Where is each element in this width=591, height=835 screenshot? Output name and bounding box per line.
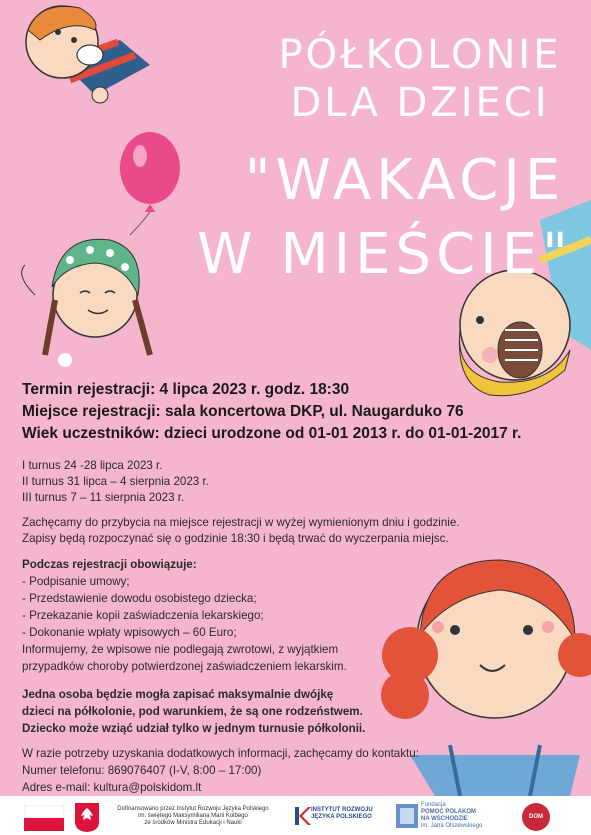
funding-line-3: ze środków Ministra Edukacji i Nauki [144, 820, 242, 826]
fundacja-logo-icon [396, 804, 418, 828]
requirement-item: - Dokonanie wpłaty wpisowych – 60 Euro; [22, 626, 237, 639]
refund-note-line-1: Informujemy, że wpisowe nie podlegają zwrotowi, z wyjątkiem [22, 643, 339, 656]
registration-place: Miejsce rejestracji: sala koncertowa DKP, ul. Naugarduko 76 [22, 403, 464, 420]
limit-line-3: Dziecko może wziąć udział tylko w jednym turnusie półkolonii. [22, 722, 366, 735]
funding-line-2: im. świętego Maksymiliana Marii Kolbego [138, 813, 248, 819]
participant-age: Wiek uczestników: dzieci urodzone od 01-01 2013 r. do 01-01-2017 r. [22, 425, 522, 442]
footer-sponsors [0, 796, 591, 835]
fundacja-line-3: NA WSCHODZIE [421, 816, 468, 822]
irjp-logo-icon [293, 805, 311, 827]
boy-top-left-illustration [0, 0, 170, 130]
irjp-line-1: INSTYTUT ROZWOJU [311, 807, 373, 813]
polski-dom-logo-text: DOM [529, 814, 543, 820]
requirement-item: - Przedstawienie dowodu osobistego dziecka; [22, 592, 257, 605]
requirement-item: - Przekazanie kopii zaświadczenia lekarskiego; [22, 609, 264, 622]
funding-line-1: Dofinansowano przez Instytut Rozwoju Języka Polskiego [117, 806, 269, 812]
requirements-heading: Podczas rejestracji obowiązuje: [22, 558, 197, 571]
title-line-4: W MIEŚCIE" [197, 222, 573, 287]
turnus-1: I turnus 24 -28 lipca 2023 r. [22, 459, 163, 472]
requirement-item: - Podpisanie umowy; [22, 575, 130, 588]
girl-left-illustration [10, 205, 170, 375]
fundacja-line-1: Fundacja [421, 802, 446, 808]
polish-flag-icon [24, 805, 64, 831]
fundacja-line-4: im. Jana Olszewskiego [421, 823, 483, 829]
title-line-1: PÓŁKOLONIE [278, 32, 562, 78]
refund-note-line-2: przypadków choroby potwierdzonej zaświadczeniem lekarskim. [22, 660, 347, 673]
fundacja-line-2: POMOC POLAKOM [421, 809, 476, 815]
irjp-line-2: JĘZYKA POLSKIEGO [311, 814, 372, 820]
turnus-2: II turnus 31 lipca – 4 sierpnia 2023 r. [22, 475, 209, 488]
title-line-3: "WAKACJE [244, 148, 566, 213]
contact-email[interactable]: Adres e-mail: kultura@polskidom.lt [22, 781, 202, 794]
invite-line-2: Zapisy będą rozpoczynać się o godzinie 18:30 i będą trwać do wyczerpania miejsc. [22, 532, 449, 545]
turnus-3: III turnus 7 – 11 sierpnia 2023 r. [22, 491, 185, 504]
contact-phone: Numer telefonu: 869076407 (I-V, 8:00 – 17:00) [22, 764, 262, 777]
invite-line-1: Zachęcamy do przybycia na miejsce rejestracji w wyżej wymienionym dniu i godzinie. [22, 516, 460, 529]
contact-intro: W razie potrzeby uzyskania dodatkowych informacji, zachęcamy do kontaktu: [22, 747, 419, 760]
title-line-2: DLA DZIECI [290, 80, 550, 126]
polski-dom-logo [522, 803, 550, 831]
limit-line-2: dzieci na półkolonie, pod warunkiem, że są one rodzeństwem. [22, 705, 363, 718]
registration-date: Termin rejestracji: 4 lipca 2023 r. godz. 18:30 [22, 381, 350, 398]
limit-line-1: Jedna osoba będzie mogła zapisać maksymalnie dwójkę [22, 688, 334, 701]
polish-eagle-emblem-icon [74, 802, 100, 833]
